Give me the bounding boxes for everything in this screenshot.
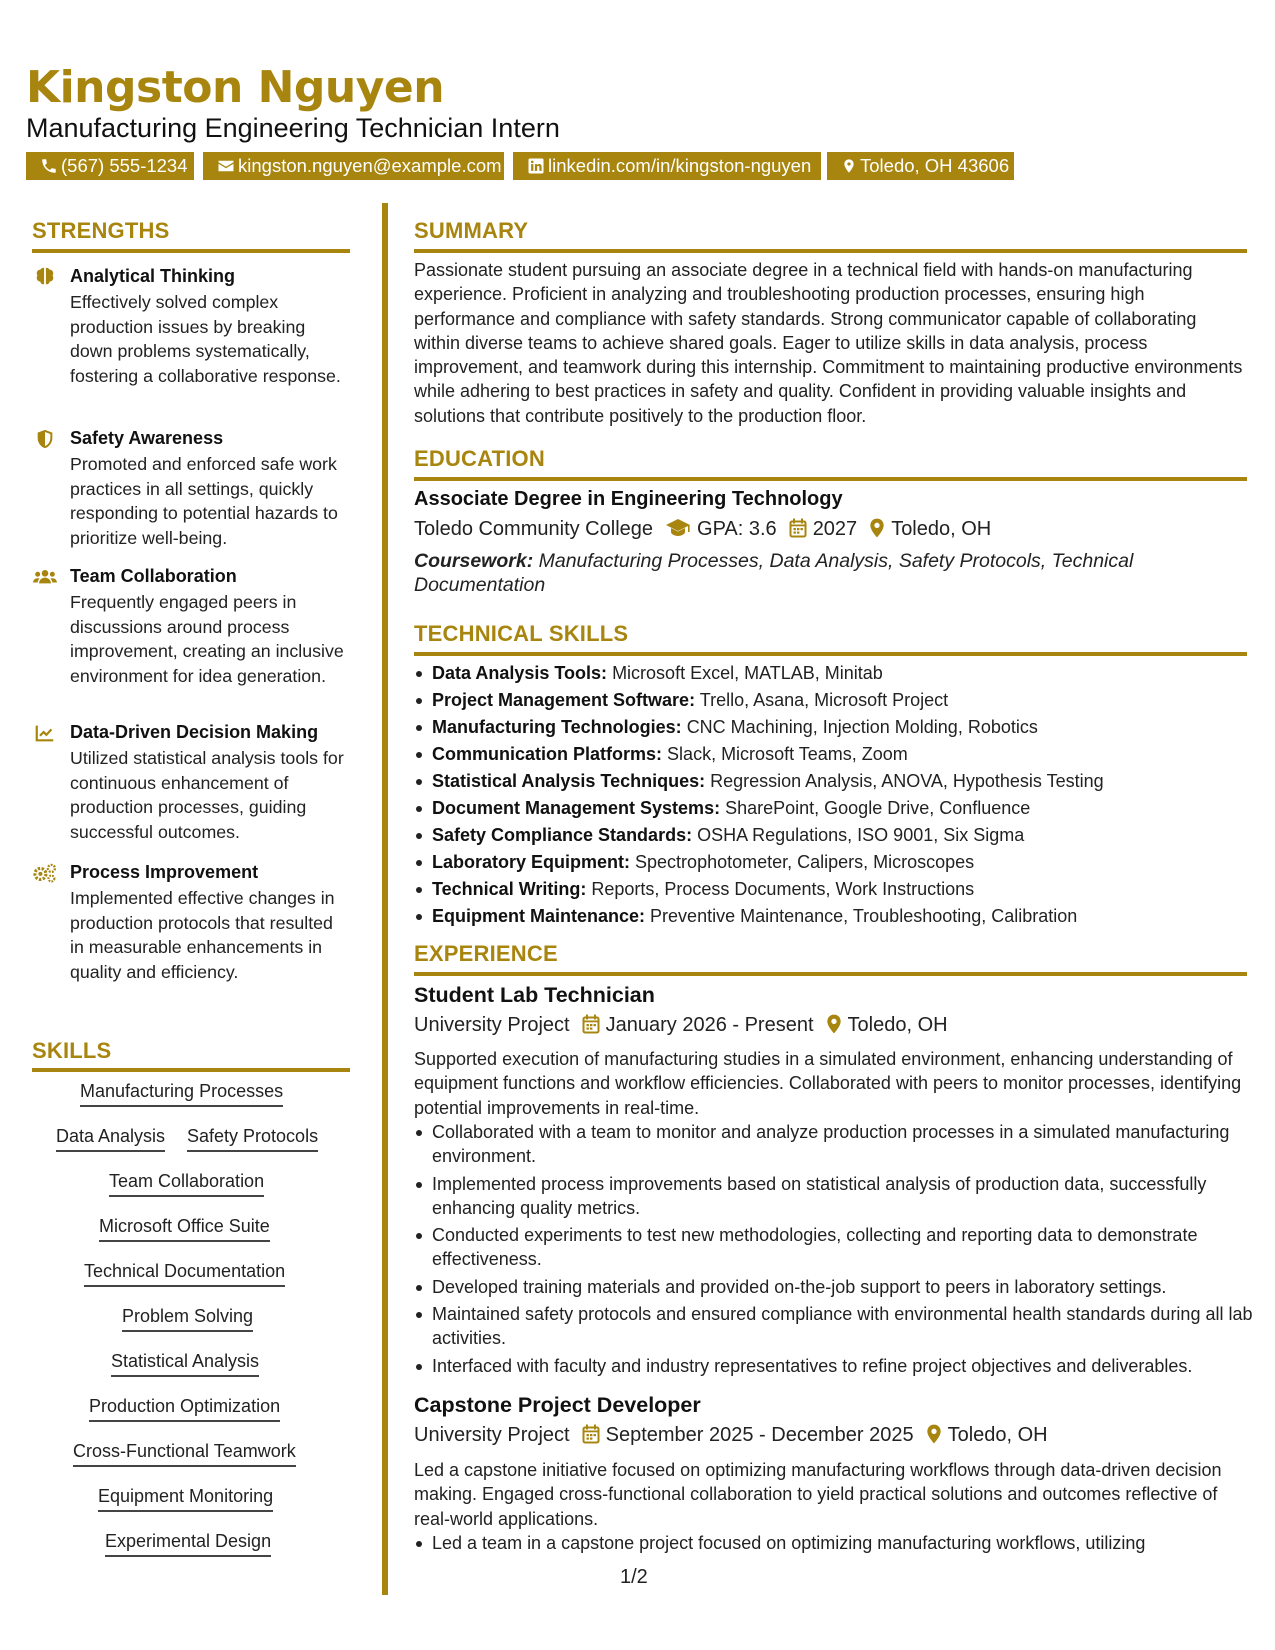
list-item: Technical Writing: Reports, Process Documents, Work Instructions	[432, 876, 1262, 903]
strength-desc: Promoted and enforced safe work practices in all settings, quickly responding to potential hazards to prioritize well-being.	[70, 454, 338, 548]
skill-tag: Microsoft Office Suite	[99, 1216, 270, 1242]
gears-icon	[32, 862, 58, 884]
education-meta	[414, 518, 991, 541]
strengths-heading: STRENGTHS	[32, 218, 170, 243]
strength-title: Data-Driven Decision Making	[70, 722, 319, 742]
job-title: Capstone Project Developer	[414, 1393, 701, 1417]
strength-title: Process Improvement	[70, 862, 259, 882]
job-bullets	[414, 1531, 1262, 1555]
skill-tag: Team Collaboration	[109, 1171, 264, 1197]
job-location: Toledo, OH	[947, 1424, 1048, 1446]
summary-text: Passionate student pursuing an associate degree in a technical field with hands-on manufacturing experience. Proficient in analyzing and troubleshooting production processes, ensuring high performance and compliance with safety standards. Strong communicator capable of collaborating within diverse teams to achieve shared goals. Eager to utilize skills in data analysis, process improvement, and teamwork during this internship. Commitment to maintaining productive environments while adhering to best practices in safety and quality. Confident in providing valuable insights and solutions that contribute positively to the production floor.	[414, 260, 1243, 426]
experience-heading: EXPERIENCE	[414, 941, 558, 966]
strength-desc: Effectively solved complex production issues by breaking down problems systematically, fostering a collaborative response.	[70, 292, 341, 386]
technical-skills-heading: TECHNICAL SKILLS	[414, 621, 629, 646]
job-bullets	[414, 1120, 1262, 1378]
map-pin-icon	[826, 1014, 842, 1034]
phone-icon	[40, 157, 58, 175]
job-meta	[414, 1424, 1048, 1447]
coursework-list: Manufacturing Processes, Data Analysis, Safety Protocols, Technical Documentation	[414, 550, 1134, 596]
phone-chip[interactable]	[26, 152, 194, 180]
job-org: University Project	[414, 1014, 570, 1036]
coursework	[414, 549, 1234, 597]
candidate-title: Manufacturing Engineering Technician Intern	[26, 113, 560, 143]
users-icon	[32, 566, 58, 588]
email-text: kingston.nguyen@example.com	[238, 155, 502, 176]
graduation-cap-icon	[665, 518, 691, 538]
strength-title: Analytical Thinking	[70, 266, 236, 286]
summary-heading: SUMMARY	[414, 218, 529, 243]
skill-tag: Technical Documentation	[84, 1261, 285, 1287]
strength-desc: Utilized statistical analysis tools for continuous enhancement of production processes, guiding successful outcomes.	[70, 748, 344, 842]
job-meta	[414, 1014, 948, 1037]
list-item: Interfaced with faculty and industry representatives to refine project objectives and deliverables.	[432, 1354, 1262, 1378]
list-item: Data Analysis Tools: Microsoft Excel, MATLAB, Minitab	[432, 660, 1262, 687]
column-divider	[382, 203, 388, 1595]
list-item: Laboratory Equipment: Spectrophotometer, Calipers, Microscopes	[432, 849, 1262, 876]
calendar-icon	[582, 1014, 600, 1034]
list-item: Implemented process improvements based on statistical analysis of production data, successfully enhancing quality metrics.	[432, 1172, 1262, 1221]
location-text: Toledo, OH 43606	[860, 155, 1010, 176]
calendar-icon	[789, 518, 807, 538]
list-item: Developed training materials and provided on-the-job support to peers in laboratory settings.	[432, 1275, 1262, 1299]
education-heading: EDUCATION	[414, 446, 545, 471]
skill-tag: Cross-Functional Teamwork	[73, 1441, 296, 1467]
list-item: Communication Platforms: Slack, Microsoft Teams, Zoom	[432, 741, 1262, 768]
list-item: Led a team in a capstone project focused on optimizing manufacturing workflows, utilizing	[432, 1531, 1262, 1555]
job-org: University Project	[414, 1424, 570, 1446]
education-location: Toledo, OH	[891, 518, 992, 540]
page-indicator: 1/2	[620, 1566, 648, 1588]
email-chip[interactable]	[203, 152, 504, 180]
skill-tag: Problem Solving	[122, 1306, 253, 1332]
chart-line-icon	[34, 722, 56, 744]
skill-tag: Statistical Analysis	[111, 1351, 259, 1377]
linkedin-icon	[527, 157, 545, 175]
list-item: Equipment Maintenance: Preventive Maintenance, Troubleshooting, Calibration	[432, 903, 1262, 930]
experience-rule	[414, 972, 1247, 976]
shield-icon	[34, 428, 56, 450]
coursework-label: Coursework:	[414, 550, 534, 572]
strength-title: Team Collaboration	[70, 566, 237, 586]
skills-heading: SKILLS	[32, 1038, 112, 1063]
skill-tag: Production Optimization	[89, 1396, 280, 1422]
list-item: Collaborated with a team to monitor and analyze production processes in a simulated manufacturing environment.	[432, 1120, 1262, 1169]
map-pin-icon	[841, 157, 857, 175]
brain-icon	[34, 265, 56, 287]
phone-text: (567) 555-1234	[61, 155, 188, 176]
linkedin-text: linkedin.com/in/kingston-nguyen	[548, 155, 812, 176]
list-item: Maintained safety protocols and ensured compliance with environmental health standards during all lab activities.	[432, 1302, 1262, 1351]
skill-tag: Data Analysis	[56, 1126, 165, 1152]
strengths-rule	[32, 249, 350, 253]
job-description: Led a capstone initiative focused on optimizing manufacturing workflows through data-driven decision making. Engaged cross-functional collaboration to yield practical solutions and outcomes reflective of real-world applications.	[414, 1460, 1222, 1529]
school-name: Toledo Community College	[414, 518, 654, 540]
strength-title: Safety Awareness	[70, 428, 224, 448]
technical-skills-rule	[414, 652, 1247, 656]
linkedin-chip[interactable]	[513, 152, 821, 180]
map-pin-icon	[926, 1424, 942, 1444]
skills-rule	[32, 1068, 350, 1072]
job-title: Student Lab Technician	[414, 983, 655, 1007]
skill-tag: Equipment Monitoring	[98, 1486, 273, 1512]
strength-desc: Frequently engaged peers in discussions around process improvement, creating an inclusive environment for idea generation.	[70, 592, 344, 686]
list-item: Manufacturing Technologies: CNC Machining, Injection Molding, Robotics	[432, 714, 1262, 741]
degree-title: Associate Degree in Engineering Technology	[414, 488, 843, 510]
summary-rule	[414, 249, 1247, 253]
skill-tag: Experimental Design	[105, 1531, 271, 1557]
job-dates: September 2025 - December 2025	[605, 1424, 914, 1446]
strength-desc: Implemented effective changes in production protocols that resulted in measurable enhancements in quality and efficiency.	[70, 888, 335, 982]
envelope-icon	[217, 157, 235, 175]
job-description: Supported execution of manufacturing studies in a simulated environment, enhancing understanding of equipment functions and workflow efficiencies. Collaborated with peers to monitor processes, identifying potential improvements in real-time.	[414, 1049, 1242, 1118]
gpa-text: GPA: 3.6	[697, 518, 777, 540]
list-item: Conducted experiments to test new methodologies, collecting and reporting data to demonstrate effectiveness.	[432, 1223, 1262, 1272]
job-dates: January 2026 - Present	[605, 1014, 814, 1036]
graduation-year: 2027	[812, 518, 858, 540]
skill-tag: Safety Protocols	[187, 1126, 318, 1152]
education-rule	[414, 477, 1247, 481]
list-item: Safety Compliance Standards: OSHA Regulations, ISO 9001, Six Sigma	[432, 822, 1262, 849]
skill-tag: Manufacturing Processes	[80, 1081, 283, 1107]
candidate-name: Kingston Nguyen	[26, 62, 445, 113]
list-item: Document Management Systems: SharePoint, Google Drive, Confluence	[432, 795, 1262, 822]
technical-skills-list	[414, 660, 1262, 930]
calendar-icon	[582, 1424, 600, 1444]
list-item: Statistical Analysis Techniques: Regression Analysis, ANOVA, Hypothesis Testing	[432, 768, 1262, 795]
list-item: Project Management Software: Trello, Asana, Microsoft Project	[432, 687, 1262, 714]
location-chip	[827, 152, 1014, 180]
job-location: Toledo, OH	[847, 1014, 948, 1036]
map-pin-icon	[869, 518, 885, 538]
